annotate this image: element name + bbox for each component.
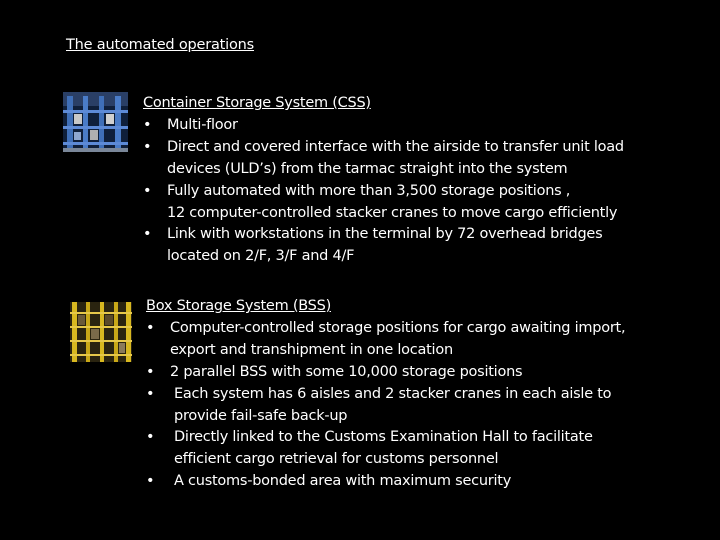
css-bullet-line: 12 computer-controlled stacker cranes to move cargo efficiently xyxy=(167,204,618,221)
bullet-dot: • xyxy=(146,473,155,490)
bss-bullet-line: 2 parallel BSS with some 10,000 storage positions xyxy=(170,363,523,380)
bullet-dot: • xyxy=(143,138,152,155)
css-bullet xyxy=(143,115,624,137)
bss-bullet-line: efficient cargo retrieval for customs personnel xyxy=(174,451,499,468)
bss-facility-photo xyxy=(70,302,132,362)
bullet-dot: • xyxy=(143,116,152,133)
css-bullet-line: Link with workstations in the terminal by 72 overhead bridges xyxy=(167,226,603,243)
bullet-dot: • xyxy=(146,319,155,336)
bullet-dot: • xyxy=(146,429,155,446)
css-bullet-line: located on 2/F, 3/F and 4/F xyxy=(167,248,355,265)
bss-bullet-line: Directly linked to the Customs Examination Hall to facilitate xyxy=(174,429,593,446)
bullet-dot: • xyxy=(143,182,152,199)
bss-heading: Box Storage System (BSS) xyxy=(146,298,331,314)
css-bullet xyxy=(143,137,624,181)
css-section xyxy=(143,93,624,268)
bss-bullet xyxy=(146,384,625,428)
bss-bullet xyxy=(146,362,625,384)
css-bullet xyxy=(143,181,624,225)
slide-title: The automated operations xyxy=(66,37,255,53)
css-bullet-line: devices (ULD’s) from the tarmac straight into the system xyxy=(167,160,568,177)
bullet-dot: • xyxy=(146,385,155,402)
bullet-dot: • xyxy=(143,226,152,243)
css-bullet xyxy=(143,224,624,268)
bss-bullet xyxy=(146,471,625,493)
css-heading: Container Storage System (CSS) xyxy=(143,95,371,111)
css-bullet-line: Fully automated with more than 3,500 storage positions , xyxy=(167,182,571,199)
bss-bullet-line: provide fail-safe back-up xyxy=(174,407,348,424)
bss-bullet xyxy=(146,318,625,362)
bss-bullet-line: export and transhipment in one location xyxy=(170,341,453,358)
css-facility-photo xyxy=(63,92,128,152)
bss-bullet xyxy=(146,427,625,471)
bss-bullet-line: Computer-controlled storage positions for cargo awaiting import, xyxy=(170,319,626,336)
bss-section xyxy=(146,296,625,493)
bss-bullet-line: Each system has 6 aisles and 2 stacker cranes in each aisle to xyxy=(174,385,612,402)
bss-bullet-line: A customs-bonded area with maximum security xyxy=(174,473,512,490)
css-bullet-line: Direct and covered interface with the airside to transfer unit load xyxy=(167,138,624,155)
css-bullet-line: Multi-floor xyxy=(167,116,238,133)
bullet-dot: • xyxy=(146,363,155,380)
